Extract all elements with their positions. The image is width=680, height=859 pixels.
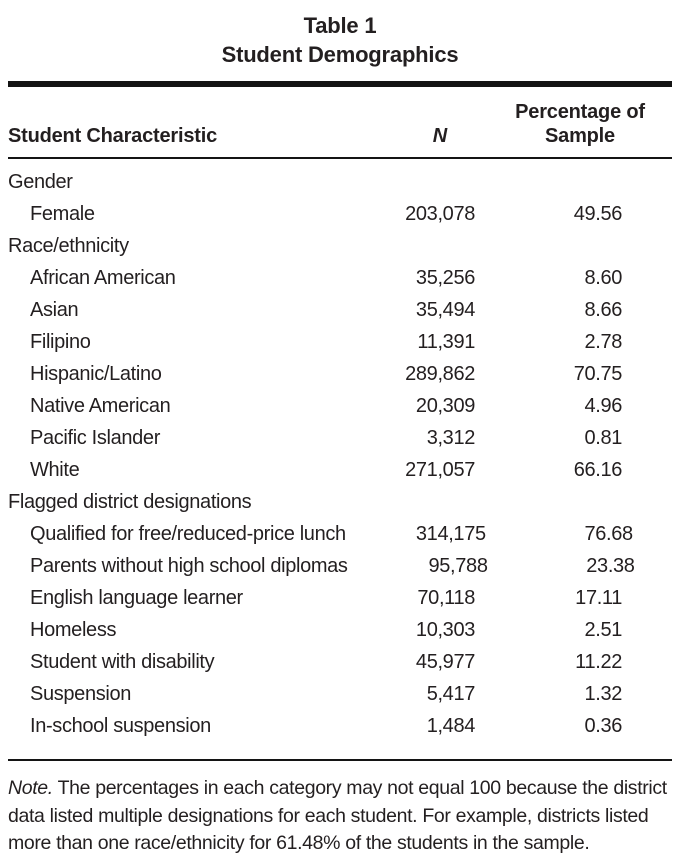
group-label: Flagged district designations [8,490,252,513]
row-label: Homeless [30,618,117,641]
row-pct-value: 0.36 [584,714,622,737]
table-row [8,262,672,294]
row-pct-value: 8.66 [584,298,622,321]
row-label: English language learner [30,586,243,609]
row-pct-value: 11.22 [575,650,622,673]
row-pct-value: 8.60 [584,266,622,289]
row-pct-value: 0.81 [584,426,622,449]
row-n-value: 1,484 [426,714,475,737]
note-line-2: data listed multiple designations for each student. For example, districts listed [8,804,649,827]
column-header-row [8,87,672,157]
row-label: Student with disability [30,650,215,673]
table-row [8,518,672,550]
row-n-value: 95,788 [428,554,488,577]
group-label: Gender [8,170,73,193]
table-row [8,614,672,646]
row-label: Suspension [30,682,132,705]
table-row [8,198,672,230]
row-pct-value: 1.32 [584,682,622,705]
row-n-value: 35,494 [415,298,475,321]
bottom-rule [8,759,672,761]
table-group-row [8,230,672,262]
table-row [8,454,672,486]
row-label: Female [30,202,95,225]
row-n-value: 271,057 [405,458,475,481]
row-n-value: 35,256 [415,266,475,289]
note-line-1 [8,775,672,803]
table-group-row [8,166,672,198]
table-row [8,422,672,454]
table-number: Table 1 [303,13,377,38]
table-row [8,294,672,326]
table-body [8,159,672,759]
row-pct-value: 2.78 [584,330,622,353]
row-label: African American [30,266,176,289]
row-label: Native American [30,394,171,417]
column-header-n: N [432,125,447,147]
row-n-value: 203,078 [405,202,475,225]
table-note [8,775,672,858]
row-n-value: 20,309 [415,394,475,417]
row-n-value: 45,977 [415,650,475,673]
note-label: Note. [8,777,53,799]
table-row [8,390,672,422]
row-label: Asian [30,298,79,321]
row-pct-value: 66.16 [573,458,622,481]
row-n-value: 289,862 [405,362,475,385]
row-pct-value: 2.51 [584,618,622,641]
row-label: Parents without high school diplomas [30,554,348,577]
row-label: Hispanic/Latino [30,362,162,385]
table-row [8,710,672,742]
row-pct-value: 70.75 [573,362,622,385]
table-row [8,550,672,582]
table-row [8,582,672,614]
row-pct-value: 4.96 [584,394,622,417]
row-n-value: 70,118 [417,586,475,609]
row-label: In-school suspension [30,714,211,737]
column-header-percentage: Percentage of Sample [515,101,645,147]
row-n-value: 10,303 [415,618,475,641]
row-n-value: 11,391 [417,330,475,353]
row-pct-value: 17.11 [575,586,622,609]
table-row [8,678,672,710]
table-title-block [8,0,672,69]
column-header-characteristic: Student Characteristic [8,125,217,147]
table-title: Student Demographics [221,42,459,67]
note-text-1: The percentages in each category may not equal 100 because the district [52,777,667,799]
row-label: Filipino [30,330,91,353]
row-label: Pacific Islander [30,426,161,449]
row-label: Qualified for free/reduced-price lunch [30,522,346,545]
row-n-value: 5,417 [426,682,475,705]
table-row [8,326,672,358]
row-pct-value: 49.56 [573,202,622,225]
row-n-value: 3,312 [426,426,475,449]
table-row [8,646,672,678]
table-group-row [8,486,672,518]
row-pct-value: 76.68 [584,522,633,545]
table-row [8,358,672,390]
group-label: Race/ethnicity [8,234,129,257]
row-pct-value: 23.38 [586,554,635,577]
row-label: White [30,458,80,481]
note-line-3: more than one race/ethnicity for 61.48% of the students in the sample. [8,832,590,854]
row-n-value: 314,175 [415,522,486,545]
